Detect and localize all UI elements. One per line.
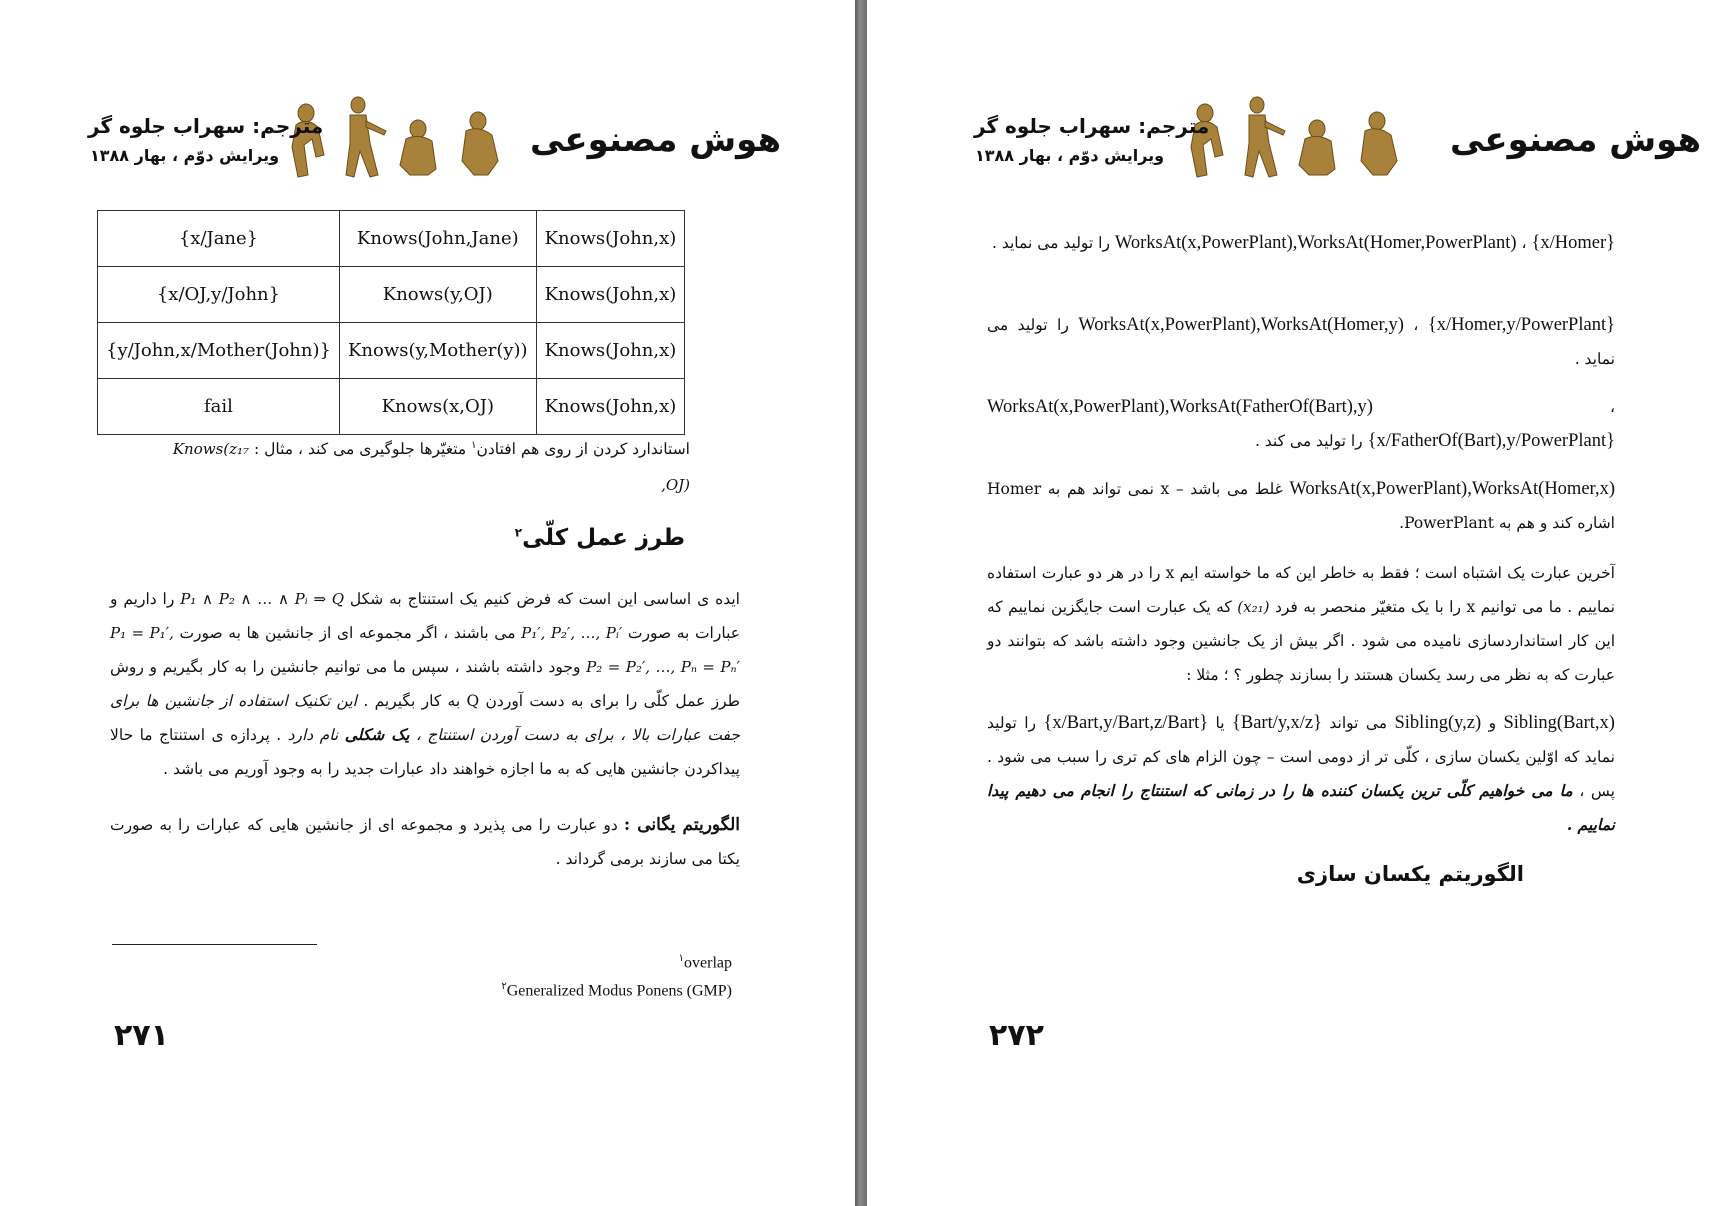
para-text: وجود داشته باشند ، سپس ما می توانیم جانشین را به کار بگیریم و روش طرز عمل کلّی را برای به دست آوردن Q به کار بگیریم . xyxy=(110,658,740,710)
inline-math: P₁ ∧ P₂ ∧ … ∧ Pᵢ ⇒ Q xyxy=(180,590,345,608)
section-heading-text: طرز عمل کلّی xyxy=(522,525,685,551)
table-cell-p: Knows(John,x) xyxy=(536,379,685,435)
section-heading: الگوریتم یکسان سازی xyxy=(1296,862,1524,886)
formula-text: WorksAt(x,PowerPlant),WorksAt(Homer,y) xyxy=(1078,315,1404,335)
formula-text: {x/Homer,y/PowerPlant} xyxy=(1427,315,1615,335)
para-text: را تولید می کند . xyxy=(1254,432,1363,450)
robot-figures-icon xyxy=(1177,95,1417,183)
book-title: هوش مصنوعی xyxy=(530,120,782,160)
edition-line: ویرایش دوّم ، بهار ۱۳۸۸ xyxy=(90,146,280,165)
para-text: آخرین عبارت یک اشتباه است ؛ فقط به خاطر این که ما خواسته ایم x را در هر دو عبارت استفاده نماییم . ما می توانیم x را با یک متغیّر منحصر به فرد xyxy=(987,564,1615,616)
para-italic: نام دارد . xyxy=(276,726,339,744)
formula-text: {x/Homer} xyxy=(1531,233,1615,253)
section-heading xyxy=(515,525,685,551)
example-paragraph-1 xyxy=(987,226,1615,260)
table-cell-result: {y/John,x/Mother(John)} xyxy=(98,323,340,379)
formula-text: Sibling(y,z) xyxy=(1394,713,1482,733)
formula-text: {x/Bart,y/Bart,z/Bart} xyxy=(1043,713,1209,733)
table-cell-q: Knows(y,Mother(y)) xyxy=(339,323,536,379)
para-text: را تولید نماید که اوّلین یکسان سازی ، کلّی تر از دومی است – چون الزام های کم تری را سبب می شود . پس ، xyxy=(987,714,1615,800)
para-text: را داریم و عبارات به صورت xyxy=(110,590,740,642)
inline-math: (x₂₁) xyxy=(1237,598,1270,616)
standardize-text: استاندارد کردن از روی هم افتادن xyxy=(476,440,690,459)
inline-math: P₁ = P₁′, P₂ = P₂′, …, Pₙ = Pₙ′ xyxy=(110,624,740,676)
left-page xyxy=(0,0,855,1206)
page-divider xyxy=(855,0,867,1206)
table-cell-q: Knows(y,OJ) xyxy=(339,267,536,323)
footnote-1 xyxy=(679,953,732,972)
translator-line: مترجم: سهراب جلوه گر xyxy=(974,114,1210,138)
para-bold-italic: یک شکلی xyxy=(344,725,410,744)
book-title: هوش مصنوعی xyxy=(1450,120,1702,160)
gmp-paragraph xyxy=(110,582,740,786)
algorithm-text: دو عبارت را می پذیرد و مجموعه ای از جانشین هایی که عبارات را به صورت یکتا می سازند برمی گرداند . xyxy=(110,816,740,868)
table-cell-result: {x/OJ,y/John} xyxy=(98,267,340,323)
para-text: غلط می باشد – x نمی تواند هم به Homer اشاره کند و هم به PowerPlant. xyxy=(987,480,1615,532)
para-text: ایده ی اساسی این است که فرض کنیم یک استنتاج به شکل xyxy=(349,590,740,608)
robot-figures-icon xyxy=(278,95,518,183)
footnote-2 xyxy=(501,981,732,1000)
footnote-text: Generalized Modus Ponens (GMP) xyxy=(506,982,732,1000)
formula-text: WorksAt(x,PowerPlant),WorksAt(Homer,PowerPlant) xyxy=(1114,233,1517,253)
footnote-ref: ۲ xyxy=(514,525,523,540)
footnote-separator xyxy=(112,944,317,945)
para-text: را تولید می نماید . xyxy=(987,316,1615,368)
standardization-paragraph xyxy=(987,556,1615,692)
right-page xyxy=(867,0,1714,1206)
table-cell-result: fail xyxy=(98,379,340,435)
unification-table xyxy=(97,210,685,435)
footnote-text: overlap xyxy=(684,954,732,972)
para-text: ، xyxy=(1413,316,1419,334)
table-row xyxy=(98,323,685,379)
footnote-number: ۲ xyxy=(501,981,507,992)
para-italic: این تکنیک استفاده از جانشین ها برای جفت عبارات بالا ، برای به دست آوردن استنتاج ، xyxy=(110,692,740,744)
example-math: Knows(z₁₇ ,OJ) xyxy=(172,440,690,495)
para-text: می باشند ، اگر مجموعه ای از جانشین ها به صورت xyxy=(179,624,516,642)
example-paragraph-4 xyxy=(987,472,1615,540)
table-cell-p: Knows(John,x) xyxy=(536,267,685,323)
table-cell-q: Knows(John,Jane) xyxy=(339,211,536,267)
edition-line: ویرایش دوّم ، بهار ۱۳۸۸ xyxy=(975,146,1165,165)
footnote-ref: ۱ xyxy=(471,440,477,451)
table-cell-p: Knows(John,x) xyxy=(536,323,685,379)
table-cell-q: Knows(x,OJ) xyxy=(339,379,536,435)
example-paragraph-3 xyxy=(987,390,1615,458)
para-text: را تولید می نماید . xyxy=(992,234,1110,252)
page-number: ۲۷۱ xyxy=(114,1018,169,1053)
algorithm-paragraph xyxy=(110,808,740,876)
formula-text: WorksAt(x,PowerPlant),WorksAt(FatherOf(Bart),y) xyxy=(987,397,1373,417)
para-text: می تواند xyxy=(1329,714,1388,732)
inline-math: P₁′, P₂′, …, Pᵢ′ xyxy=(521,624,623,642)
formula-text: {Bart/y,x/z} xyxy=(1231,713,1323,733)
standardize-line xyxy=(150,428,690,503)
robots-illustration xyxy=(278,95,518,183)
para-text: ، xyxy=(1609,398,1615,416)
page-number: ۲۷۲ xyxy=(989,1018,1044,1053)
para-text: ، xyxy=(1521,234,1527,252)
para-text: پردازه ی استنتاج ما حالا پیداکردن جانشین هایی که به ما اجازه خواهند داد عبارات جدید را به وجود آوریم می باشد . xyxy=(110,726,740,778)
mgu-paragraph xyxy=(987,706,1615,842)
para-bold-italic: ما می خواهیم کلّی ترین یکسان کننده ها را در زمانی که استنتاج را انجام می دهیم پیدا نماییم . xyxy=(987,781,1615,834)
robots-illustration xyxy=(1177,95,1417,183)
table-row xyxy=(98,267,685,323)
footnote-number: ۱ xyxy=(678,953,685,964)
table-cell-result: {x/Jane} xyxy=(98,211,340,267)
algorithm-label: الگوریتم یگانی : xyxy=(623,815,740,835)
formula-text: {x/FatherOf(Bart),y/PowerPlant} xyxy=(1367,431,1615,451)
table-row xyxy=(98,211,685,267)
standardize-text-2: متغیّرها جلوگیری می کند ، مثال : xyxy=(253,440,467,459)
para-text: یا xyxy=(1215,714,1225,732)
formula-text: WorksAt(x,PowerPlant),WorksAt(Homer,x) xyxy=(1289,479,1615,499)
para-text: و xyxy=(1488,714,1497,732)
para-text: که یک عبارت است جایگزین نماییم که این کار استانداردسازی نامیده می شود . اگر بیش از یک جانشین وجود داشته باشد که بتوانند دو عبارت که به نظر می رسد یکسان هستند را بسازند چطور ؟ ؛ مثلا : xyxy=(987,598,1615,684)
formula-text: Sibling(Bart,x) xyxy=(1503,713,1615,733)
table-cell-p: Knows(John,x) xyxy=(536,211,685,267)
translator-line: مترجم: سهراب جلوه گر xyxy=(88,114,324,138)
table-row xyxy=(98,379,685,435)
example-paragraph-2 xyxy=(987,308,1615,376)
